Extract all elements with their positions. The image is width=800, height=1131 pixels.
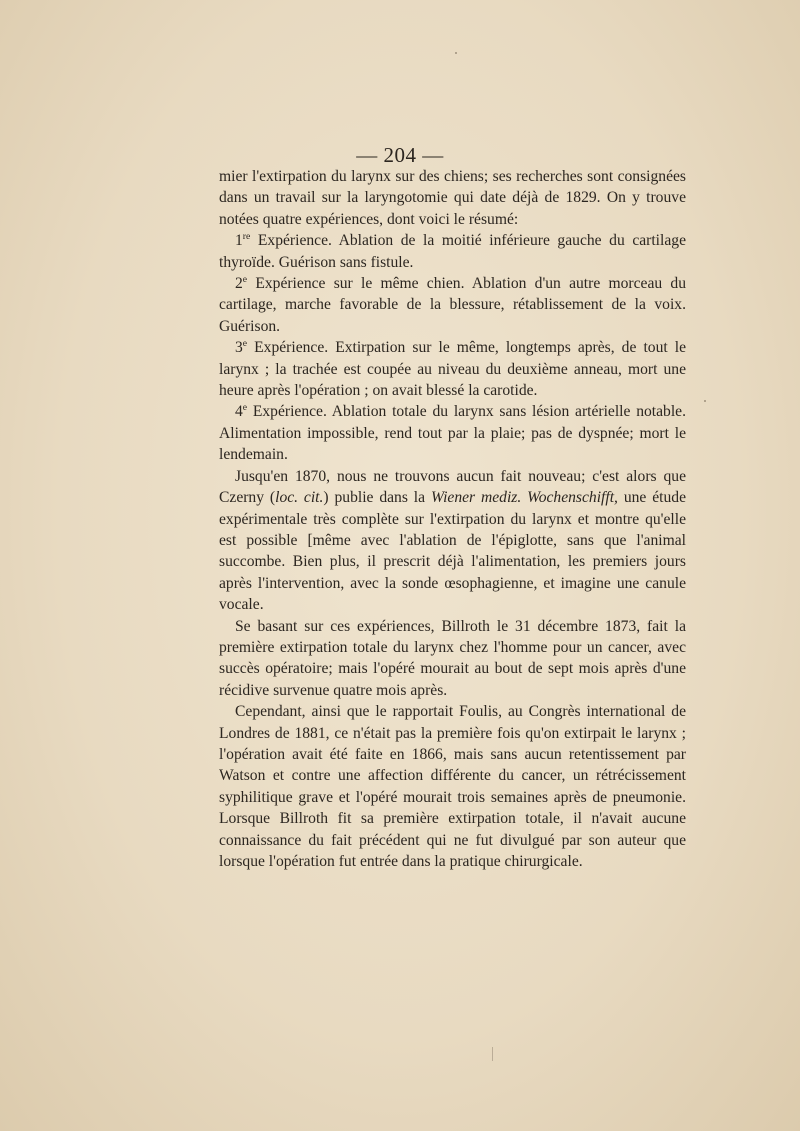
czerny-text-3: une étude expérimentale très complète sur l'extirpation du larynx et montre qu'elle est possible [même avec l'ablation de l'épiglotte, sans que l'animal succombe. Bien plus, il prescrit déjà l'alimentation, les premiers jours après l'intervention, avec la sonde œsophagienne, et imagine une canule vocale. bbox=[219, 489, 686, 614]
billroth-paragraph: Se basant sur ces expériences, Billroth le 31 décembre 1873, fait la première extirpation totale du larynx chez l'homme pour un cancer, avec succès opératoire; mais l'opéré mourait au bout de sept mois après d'une récidive survenue quatre mois après. bbox=[219, 617, 686, 699]
czerny-paragraph bbox=[219, 466, 686, 616]
experience-number: 2 bbox=[235, 275, 243, 293]
czerny-text-2: ) publie dans la bbox=[323, 489, 431, 507]
experience-number: 1 bbox=[235, 232, 243, 250]
citation-loc-cit: loc. cit. bbox=[275, 489, 324, 507]
experience-text: Expérience. Ablation de la moitié inférieure gauche du cartilage thyroïde. Guérison sans fistule. bbox=[219, 232, 686, 271]
experience-ordinal: re bbox=[242, 231, 251, 243]
experience-2 bbox=[219, 273, 686, 337]
journal-title: Wiener mediz. Wochenschifft, bbox=[430, 489, 618, 507]
intro-paragraph: mier l'extirpation du larynx sur des chiens; ses recherches sont consignées dans un travail sur la laryngotomie qui date déjà de 1829. On y trouve notées quatre expériences, dont voici le résumé: bbox=[219, 168, 686, 228]
foulis-paragraph: Cependant, ainsi que le rapportait Foulis, au Congrès international de Londres de 1881, ce n'était pas la première fois qu'on extirpait le larynx ; l'opération avait été faite en 1866, mais sans aucun retentissement par Watson et contre une affection différente du cancer, un rétrécissement syphilitique grave et l'opéré mourait trois semaines après de pneumonie. Lorsque Billroth fit sa première extirpation totale, il n'avait aucune connaissance du fait précédent qui ne fut divulgué par son auteur que lorsque l'opération fut entrée dans la pratique chirurgicale. bbox=[219, 703, 686, 870]
experience-number: 4 bbox=[235, 403, 243, 421]
experience-1 bbox=[219, 230, 686, 273]
experience-text: Expérience. Ablation totale du larynx sans lésion artérielle notable. Alimentation impossible, rend tout par la plaie; pas de dyspnée; mort le lendemain. bbox=[219, 403, 686, 464]
page-number: — 204 — bbox=[356, 143, 444, 167]
paper-speck bbox=[455, 52, 457, 54]
experience-ordinal: e bbox=[242, 273, 248, 285]
experience-ordinal: e bbox=[242, 338, 248, 350]
experience-4 bbox=[219, 401, 686, 465]
page-body bbox=[219, 166, 686, 872]
experience-text: Expérience. Extirpation sur le même, longtemps après, de tout le larynx ; la trachée est coupée au niveau du deuxième anneau, mort une heure après l'opération ; on avait blessé la carotide. bbox=[219, 339, 686, 400]
paper-speck bbox=[492, 1047, 493, 1061]
experience-ordinal: e bbox=[242, 402, 248, 414]
paper-speck bbox=[704, 400, 706, 402]
experience-number: 3 bbox=[235, 339, 243, 357]
experience-3 bbox=[219, 337, 686, 401]
czerny-text-1: Jusqu'en 1870, nous ne trouvons aucun fait nouveau; c'est alors que Czerny ( bbox=[219, 467, 686, 507]
experience-text: Expérience sur le même chien. Ablation d'un autre morceau du cartilage, marche favorable de la blessure, rétablissement de la voix. Guérison. bbox=[219, 275, 686, 335]
